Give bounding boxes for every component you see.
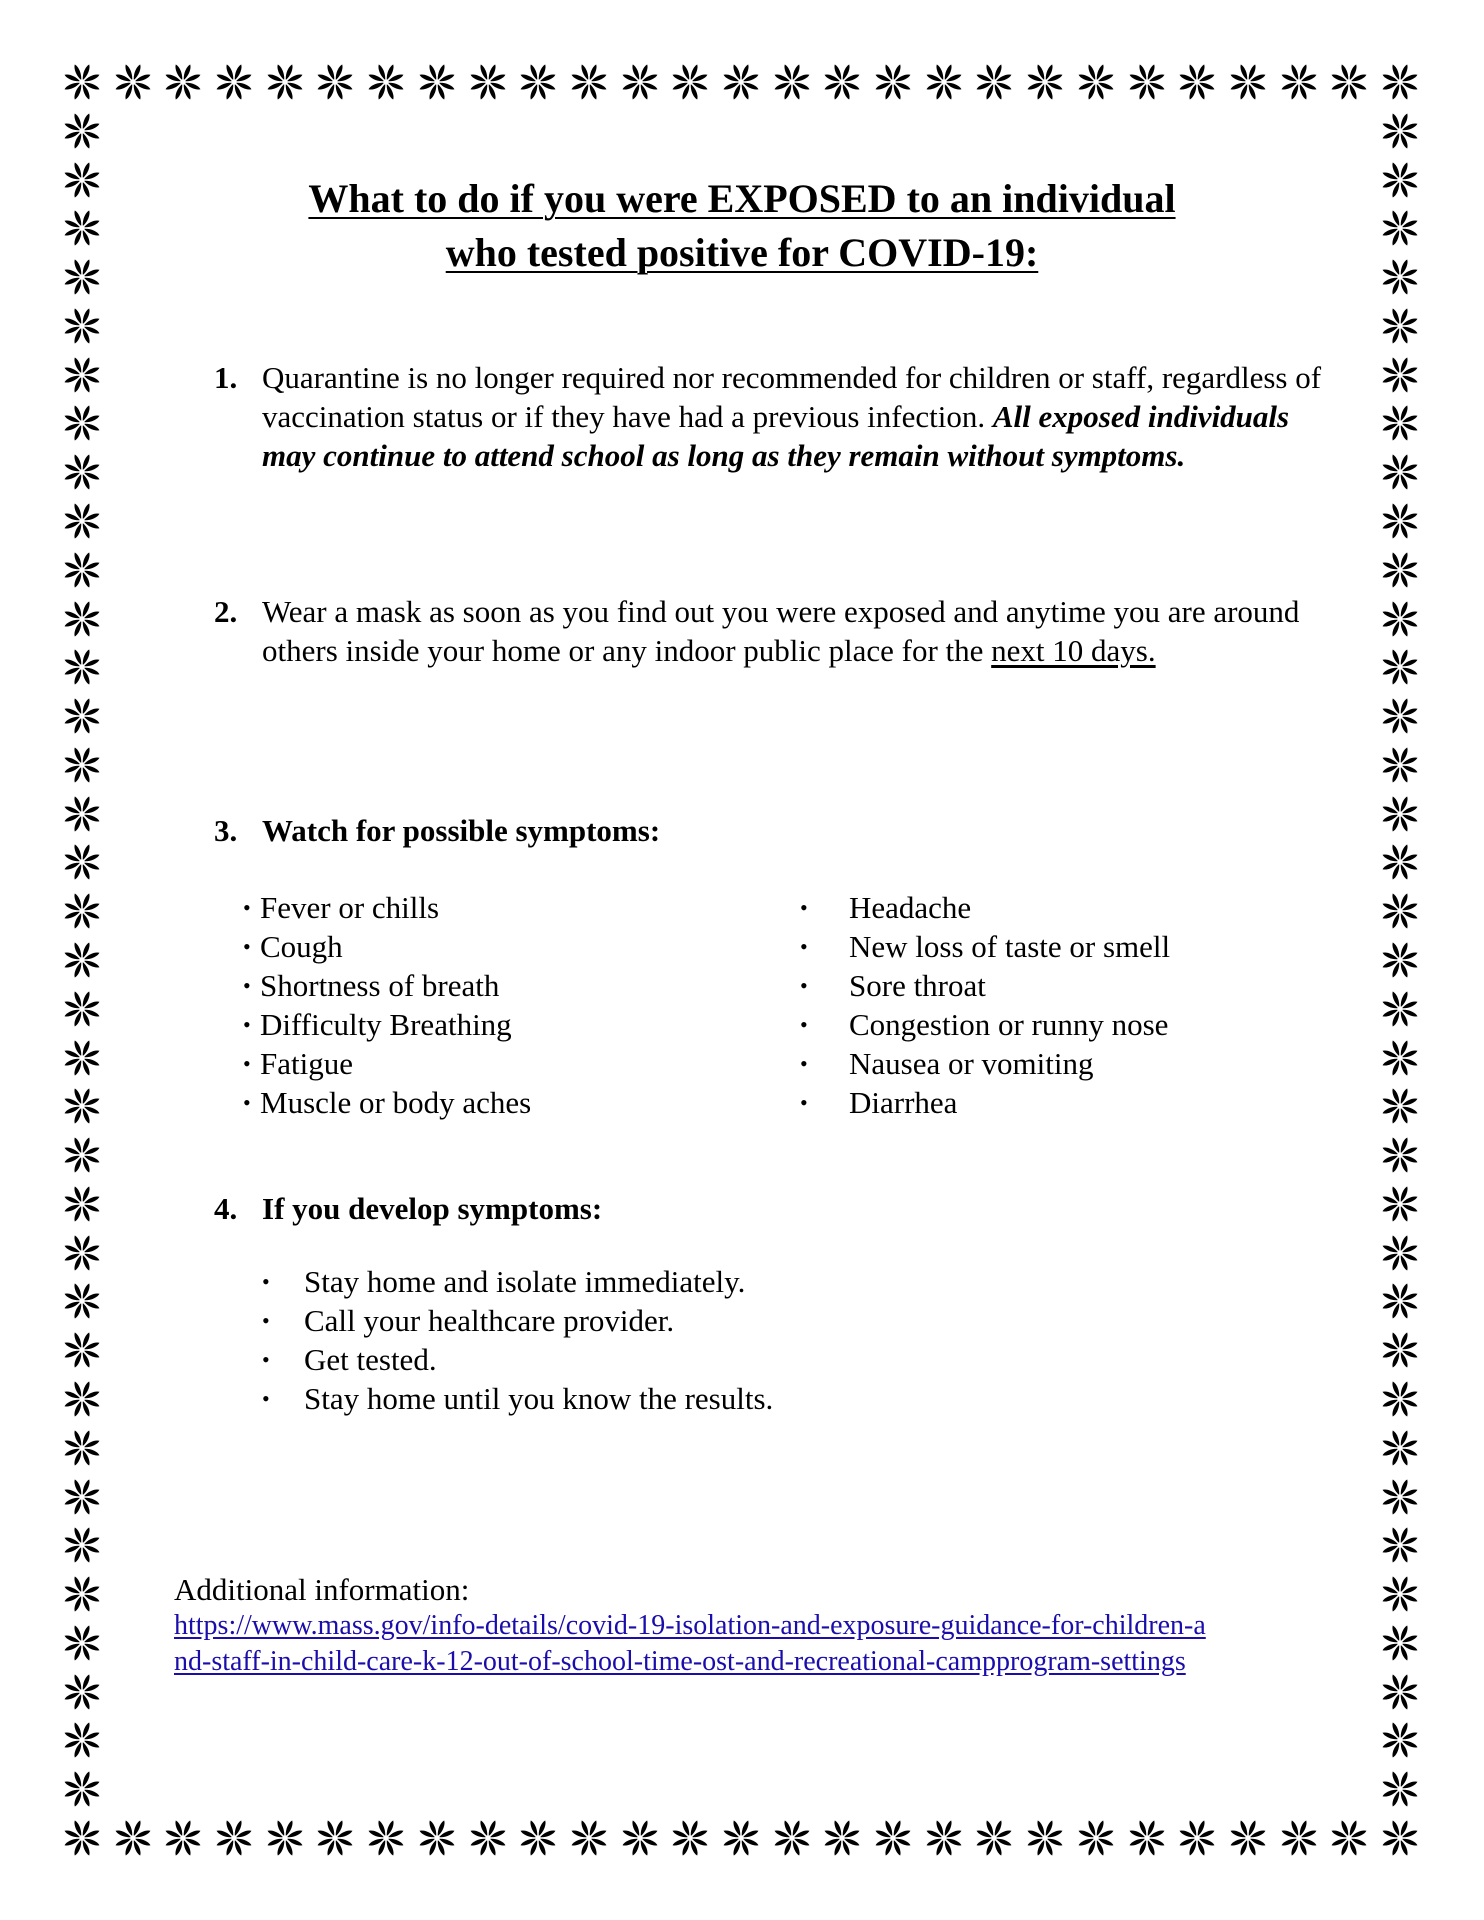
asterisk-flower-icon [314, 1817, 356, 1859]
symptoms-list-left [243, 888, 531, 1122]
bullet-icon: • [800, 973, 808, 998]
asterisk-flower-icon [1379, 305, 1421, 347]
asterisk-flower-icon [61, 841, 103, 883]
asterisk-flower-icon [1379, 646, 1421, 688]
asterisk-flower-icon [619, 1817, 661, 1859]
asterisk-flower-icon [1379, 1183, 1421, 1225]
asterisk-flower-icon [61, 695, 103, 737]
asterisk-flower-icon [467, 61, 509, 103]
asterisk-flower-icon [1379, 988, 1421, 1030]
list-item: • Headache [800, 890, 972, 925]
guideline-3 [214, 811, 1324, 850]
asterisk-flower-icon [1328, 61, 1370, 103]
asterisk-flower-icon [162, 61, 204, 103]
list-item: • Diarrhea [800, 1085, 958, 1120]
asterisk-flower-icon [61, 1085, 103, 1127]
asterisk-flower-icon [467, 1817, 509, 1859]
asterisk-flower-icon [771, 61, 813, 103]
bullet-icon: • [262, 1386, 270, 1411]
list-item: • Fever or chills [243, 890, 440, 925]
bullet-icon: • [262, 1308, 270, 1333]
title-line-1: What to do if you were EXPOSED to an individual [308, 176, 1176, 221]
bullet-icon: • [243, 973, 251, 998]
list-item: • Stay home and isolate immediately. [262, 1264, 746, 1299]
asterisk-flower-icon [771, 1817, 813, 1859]
list-item: • Nausea or vomiting [800, 1046, 1094, 1081]
guideline-number: 1. [214, 360, 238, 395]
bullet-icon: • [800, 934, 808, 959]
bullet-icon: • [800, 1012, 808, 1037]
bullet-icon: • [262, 1269, 270, 1294]
asterisk-flower-icon [1024, 1817, 1066, 1859]
asterisk-flower-icon [568, 61, 610, 103]
bullet-icon: • [262, 1347, 270, 1372]
asterisk-flower-icon [1379, 890, 1421, 932]
list-item: • Muscle or body aches [243, 1085, 532, 1120]
asterisk-flower-icon [416, 1817, 458, 1859]
list-item: • Stay home until you know the results. [262, 1381, 774, 1416]
asterisk-flower-icon [923, 61, 965, 103]
list-item: • Fatigue [243, 1046, 353, 1081]
asterisk-flower-icon [112, 1817, 154, 1859]
asterisk-flower-icon [1379, 598, 1421, 640]
bullet-icon: • [243, 1051, 251, 1076]
asterisk-flower-icon [61, 1817, 103, 1859]
asterisk-flower-icon [1379, 354, 1421, 396]
guideline-1 [214, 358, 1324, 475]
guideline-underlined-text: next 10 days. [991, 633, 1156, 668]
asterisk-flower-icon [1379, 744, 1421, 786]
asterisk-flower-icon [1176, 61, 1218, 103]
asterisk-flower-icon [1379, 1134, 1421, 1176]
guidance-link[interactable]: https://www.mass.gov/info-details/covid-19-isolation-and-exposure-guidance-for-children-and-staff-in-child-care-k-12-out-of-school-time-ost-and-recreational-campprogram-settings [174, 1610, 1206, 1677]
guideline-2 [214, 592, 1324, 670]
bullet-icon: • [800, 1090, 808, 1115]
asterisk-flower-icon [61, 110, 103, 152]
asterisk-flower-icon [1379, 1085, 1421, 1127]
asterisk-flower-icon [61, 793, 103, 835]
asterisk-flower-icon [1379, 1573, 1421, 1615]
asterisk-flower-icon [1379, 1232, 1421, 1274]
actions-heading: If you develop symptoms: [262, 1191, 603, 1226]
list-item: • Get tested. [262, 1342, 437, 1377]
asterisk-flower-icon [61, 1719, 103, 1761]
asterisk-flower-icon [61, 1622, 103, 1664]
asterisk-flower-icon [264, 1817, 306, 1859]
asterisk-flower-icon [61, 1573, 103, 1615]
list-item: • New loss of taste or smell [800, 929, 1171, 964]
guideline-number: 2. [214, 594, 238, 629]
asterisk-flower-icon [1227, 61, 1269, 103]
asterisk-flower-icon [61, 451, 103, 493]
asterisk-flower-icon [61, 744, 103, 786]
asterisk-flower-icon [61, 1768, 103, 1810]
symptoms-list-right [800, 888, 1170, 1122]
guideline-4 [214, 1189, 1324, 1228]
asterisk-flower-icon [61, 1476, 103, 1518]
asterisk-flower-icon [923, 1817, 965, 1859]
bullet-icon: • [800, 895, 808, 920]
asterisk-flower-icon [61, 1671, 103, 1713]
asterisk-flower-icon [61, 1183, 103, 1225]
asterisk-flower-icon [112, 61, 154, 103]
asterisk-flower-icon [61, 598, 103, 640]
asterisk-flower-icon [1379, 1427, 1421, 1469]
asterisk-flower-icon [314, 61, 356, 103]
additional-info-label: Additional information: [174, 1572, 470, 1607]
asterisk-flower-icon [1379, 1719, 1421, 1761]
guideline-text: Wear a mask as soon as you find out you were exposed and anytime you are around others inside your home or any indoor public place for the [262, 594, 1300, 668]
asterisk-flower-icon [1126, 61, 1168, 103]
asterisk-flower-icon [1379, 1671, 1421, 1713]
asterisk-flower-icon [1328, 1817, 1370, 1859]
asterisk-flower-icon [61, 549, 103, 591]
asterisk-flower-icon [1379, 1622, 1421, 1664]
asterisk-flower-icon [264, 61, 306, 103]
list-item: • Cough [243, 929, 343, 964]
asterisk-flower-icon [61, 61, 103, 103]
bullet-icon: • [243, 1012, 251, 1037]
asterisk-flower-icon [669, 61, 711, 103]
asterisk-flower-icon [1379, 402, 1421, 444]
list-item: • Call your healthcare provider. [262, 1303, 675, 1338]
asterisk-flower-icon [1379, 1768, 1421, 1810]
asterisk-flower-icon [973, 61, 1015, 103]
symptoms-heading: Watch for possible symptoms: [262, 813, 661, 848]
asterisk-flower-icon [61, 1524, 103, 1566]
actions-list [262, 1262, 773, 1418]
asterisk-flower-icon [61, 402, 103, 444]
asterisk-flower-icon [1075, 1817, 1117, 1859]
asterisk-flower-icon [821, 61, 863, 103]
asterisk-flower-icon [1278, 61, 1320, 103]
asterisk-flower-icon [1379, 1037, 1421, 1079]
guideline-number: 4. [214, 1191, 238, 1226]
asterisk-flower-icon [213, 61, 255, 103]
asterisk-flower-icon [1379, 110, 1421, 152]
asterisk-flower-icon [1379, 793, 1421, 835]
list-item: • Difficulty Breathing [243, 1007, 512, 1042]
asterisk-flower-icon [162, 1817, 204, 1859]
asterisk-flower-icon [821, 1817, 863, 1859]
asterisk-flower-icon [61, 1232, 103, 1274]
bullet-icon: • [243, 895, 251, 920]
asterisk-flower-icon [61, 939, 103, 981]
asterisk-flower-icon [517, 61, 559, 103]
guideline-number: 3. [214, 813, 238, 848]
title-line-2: who tested positive for COVID-19: [445, 230, 1039, 275]
asterisk-flower-icon [1379, 939, 1421, 981]
guideline-emphasis: All exposed individuals may continue to attend school as long as they remain without symptoms. [262, 399, 1290, 473]
asterisk-flower-icon [61, 500, 103, 542]
asterisk-flower-icon [1379, 500, 1421, 542]
asterisk-flower-icon [1278, 1817, 1320, 1859]
asterisk-flower-icon [1075, 61, 1117, 103]
list-item: • Sore throat [800, 968, 986, 1003]
asterisk-flower-icon [1379, 1329, 1421, 1371]
asterisk-flower-icon [61, 1378, 103, 1420]
bullet-icon: • [243, 1090, 251, 1115]
asterisk-flower-icon [365, 1817, 407, 1859]
asterisk-flower-icon [61, 1037, 103, 1079]
asterisk-flower-icon [1379, 1280, 1421, 1322]
asterisk-flower-icon [1227, 1817, 1269, 1859]
asterisk-flower-icon [973, 1817, 1015, 1859]
asterisk-flower-icon [61, 1427, 103, 1469]
asterisk-flower-icon [61, 1329, 103, 1371]
asterisk-flower-icon [1379, 1817, 1421, 1859]
asterisk-flower-icon [1379, 841, 1421, 883]
asterisk-flower-icon [1379, 1378, 1421, 1420]
asterisk-flower-icon [872, 1817, 914, 1859]
list-item: • Congestion or runny nose [800, 1007, 1169, 1042]
asterisk-flower-icon [1379, 451, 1421, 493]
asterisk-flower-icon [619, 61, 661, 103]
asterisk-flower-icon [1379, 1524, 1421, 1566]
asterisk-flower-icon [61, 1280, 103, 1322]
asterisk-flower-icon [1379, 549, 1421, 591]
list-item: • Shortness of breath [243, 968, 500, 1003]
asterisk-flower-icon [1379, 61, 1421, 103]
guideline-text: Quarantine is no longer required nor recommended for children or staff, regardless of vaccination status or if they have had a previous infection. [262, 360, 1322, 434]
asterisk-flower-icon [61, 988, 103, 1030]
asterisk-flower-icon [213, 1817, 255, 1859]
asterisk-flower-icon [1024, 61, 1066, 103]
asterisk-flower-icon [720, 61, 762, 103]
asterisk-flower-icon [61, 305, 103, 347]
asterisk-flower-icon [61, 1134, 103, 1176]
asterisk-flower-icon [61, 646, 103, 688]
asterisk-flower-icon [1126, 1817, 1168, 1859]
asterisk-flower-icon [61, 354, 103, 396]
asterisk-flower-icon [517, 1817, 559, 1859]
asterisk-flower-icon [1379, 695, 1421, 737]
asterisk-flower-icon [1176, 1817, 1218, 1859]
asterisk-flower-icon [1379, 1476, 1421, 1518]
page-title [0, 172, 1484, 280]
asterisk-flower-icon [669, 1817, 711, 1859]
bullet-icon: • [243, 934, 251, 959]
asterisk-flower-icon [61, 890, 103, 932]
additional-information [174, 1572, 1254, 1680]
asterisk-flower-icon [365, 61, 407, 103]
asterisk-flower-icon [720, 1817, 762, 1859]
bullet-icon: • [800, 1051, 808, 1076]
asterisk-flower-icon [416, 61, 458, 103]
asterisk-flower-icon [872, 61, 914, 103]
asterisk-flower-icon [568, 1817, 610, 1859]
